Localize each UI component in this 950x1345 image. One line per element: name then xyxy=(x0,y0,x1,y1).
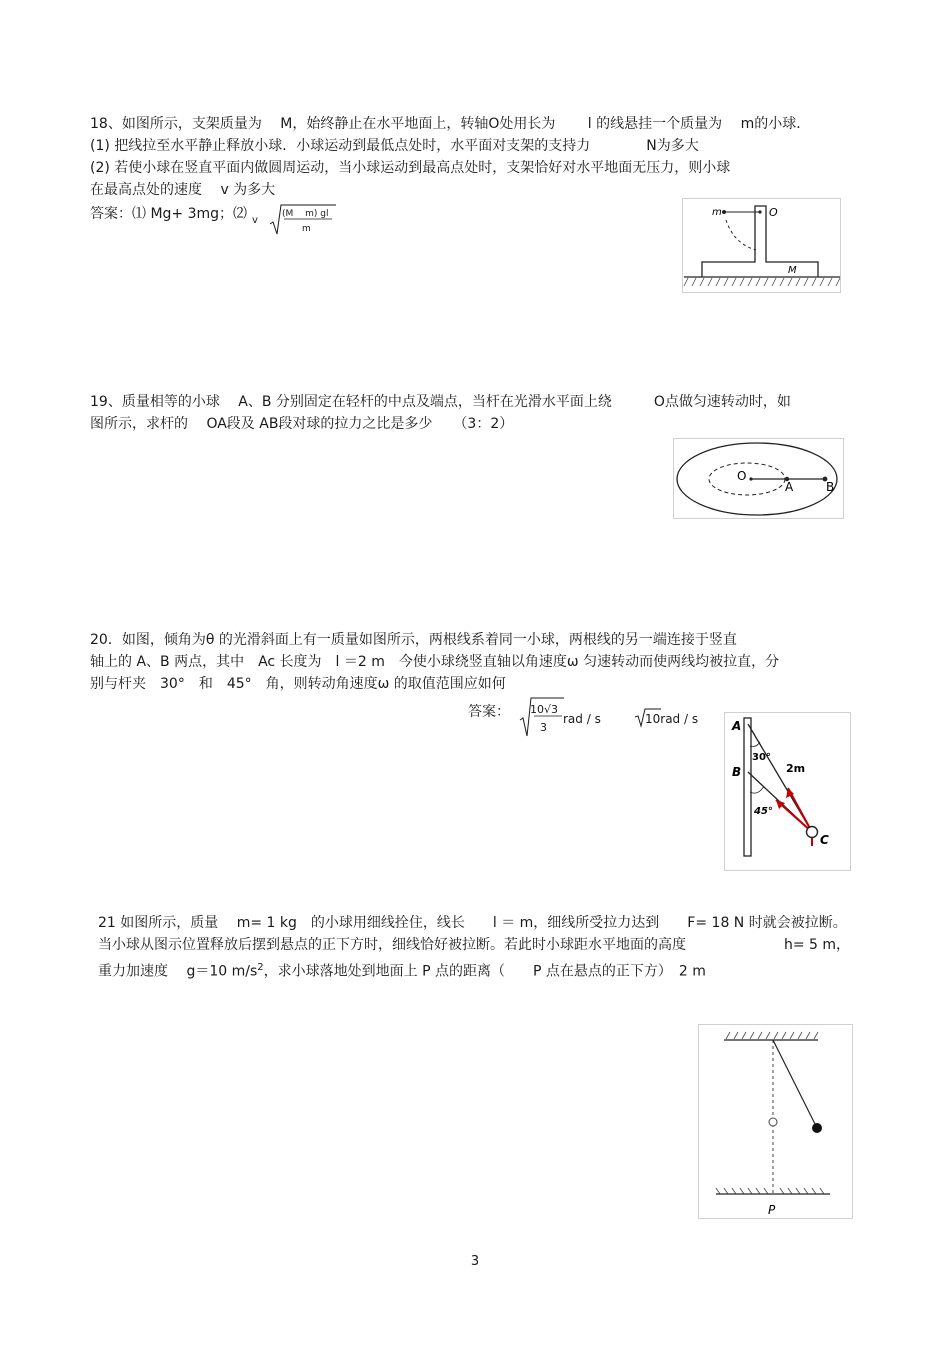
q18-fig-m: m xyxy=(712,207,722,218)
q19-figure xyxy=(673,438,845,520)
q20-ans-unit1: rad / s xyxy=(563,712,601,726)
q21-figure xyxy=(698,1024,854,1220)
q20-ans-sqrt2: 10rad / s xyxy=(645,712,699,726)
q18-frac-num: (M m) gl xyxy=(282,209,329,219)
q18-swing-path xyxy=(726,220,756,250)
q20-answer-label: 答案： xyxy=(468,704,510,720)
q21-ball xyxy=(812,1123,822,1133)
q18-pivot xyxy=(758,210,761,213)
q19-pivot xyxy=(749,477,752,480)
q19-line1: 19、质量相等的小球 A、B 分别固定在轻杆的中点及端点，当杆在光滑水平面上绕 O点做匀速转动时，如 xyxy=(90,394,791,410)
q19-fig-A: A xyxy=(785,480,794,494)
q20-ball-C xyxy=(807,827,818,838)
q21-line3-a: 重力加速度 g＝10 m/s xyxy=(98,963,258,980)
q20-fig-30: 30° xyxy=(752,752,771,763)
q21-line3-b: ，求小球落地处到地面上 P 点的距离（ P 点在悬点的正下方） 2 m xyxy=(263,963,706,980)
q21-line2: 当小球从图示位置释放后摆到悬点的正下方时，细线恰好被拉断。若此时小球距水平地面的高度 h= 5 m， xyxy=(98,937,851,953)
q21-ground-hatch xyxy=(716,1188,824,1194)
q21-string xyxy=(773,1040,817,1128)
q18-fig-M: M xyxy=(788,265,797,276)
q18-ball xyxy=(722,210,726,214)
q19-line2: 图所示，求杆的 OA段及 AB段对球的拉力之比是多少 （3：2） xyxy=(90,416,514,432)
q21-lowest-position xyxy=(769,1118,777,1126)
q20-ans-num: 10√3 xyxy=(530,703,559,716)
q19-fig-B: B xyxy=(826,480,835,494)
q20-figure xyxy=(724,712,852,872)
q20-fig-C: C xyxy=(820,833,829,847)
q20-fig-45: 45° xyxy=(754,806,773,817)
q18-v-symbol: v xyxy=(252,215,258,226)
q20-fig-A: A xyxy=(732,719,742,733)
q20-line2: 轴上的 A、B 两点，其中 Ac 长度为 l ＝2 m 今使小球绕竖直轴以角速度ω 匀速转动而使两线均被拉直，分 xyxy=(90,654,780,670)
q20-angle-arc-45 xyxy=(750,786,764,793)
q18-part1: (1) 把线拉至水平静止释放小球．小球运动到最低点处时，水平面对支架的支持力 N为多大 xyxy=(90,138,699,154)
q20-fig-B: B xyxy=(732,765,742,779)
q19-fig-O: O xyxy=(737,469,747,483)
q20-line3: 别与杆夹 30° 和 45° 角，则转动角速度ω 的取值范围应如何 xyxy=(90,676,506,692)
q21-line3 xyxy=(98,958,706,982)
page-number: 3 xyxy=(470,1254,480,1269)
q18-answer: 答案：⑴ Mg+ 3mg；⑵ xyxy=(90,206,248,222)
q18-part3: 在最高点处的速度 v 为多大 xyxy=(90,182,276,198)
q21-line1: 21 如图所示，质量 m= 1 kg 的小球用细线拴住，线长 l ＝ m，细线所受拉力达到 F= 18 N 时就会被拉断。 xyxy=(98,915,847,931)
q18-fig-O: O xyxy=(769,206,778,219)
q21-fig-P: P xyxy=(768,1203,776,1217)
q20-vertical-rod xyxy=(744,718,751,856)
q20-line1: 20．如图，倾角为θ 的光滑斜面上有一质量如图所示，两根线系着同一小球，两根线的另一端连接于竖直 xyxy=(90,632,737,648)
q20-fig-2m: 2m xyxy=(786,762,806,775)
q21-line3-sup: 2 xyxy=(257,962,264,973)
q20-ans-den: 3 xyxy=(540,721,547,734)
q18-frac-den: m xyxy=(302,224,311,234)
q18-stem: 18、如图所示，支架质量为 M，始终静止在水平地面上，转轴O处用长为 l 的线悬挂一个质量为 m的小球． xyxy=(90,116,811,132)
q18-figure xyxy=(682,198,842,294)
q18-part2: (2) 若使小球在竖直平面内做圆周运动，当小球运动到最高点处时，支架恰好对水平地面无压力，则小球 xyxy=(90,160,731,176)
q18-ground-hatch xyxy=(684,278,840,286)
q21-ceiling-hatch xyxy=(726,1032,818,1039)
q18-fig-frame xyxy=(683,199,841,293)
